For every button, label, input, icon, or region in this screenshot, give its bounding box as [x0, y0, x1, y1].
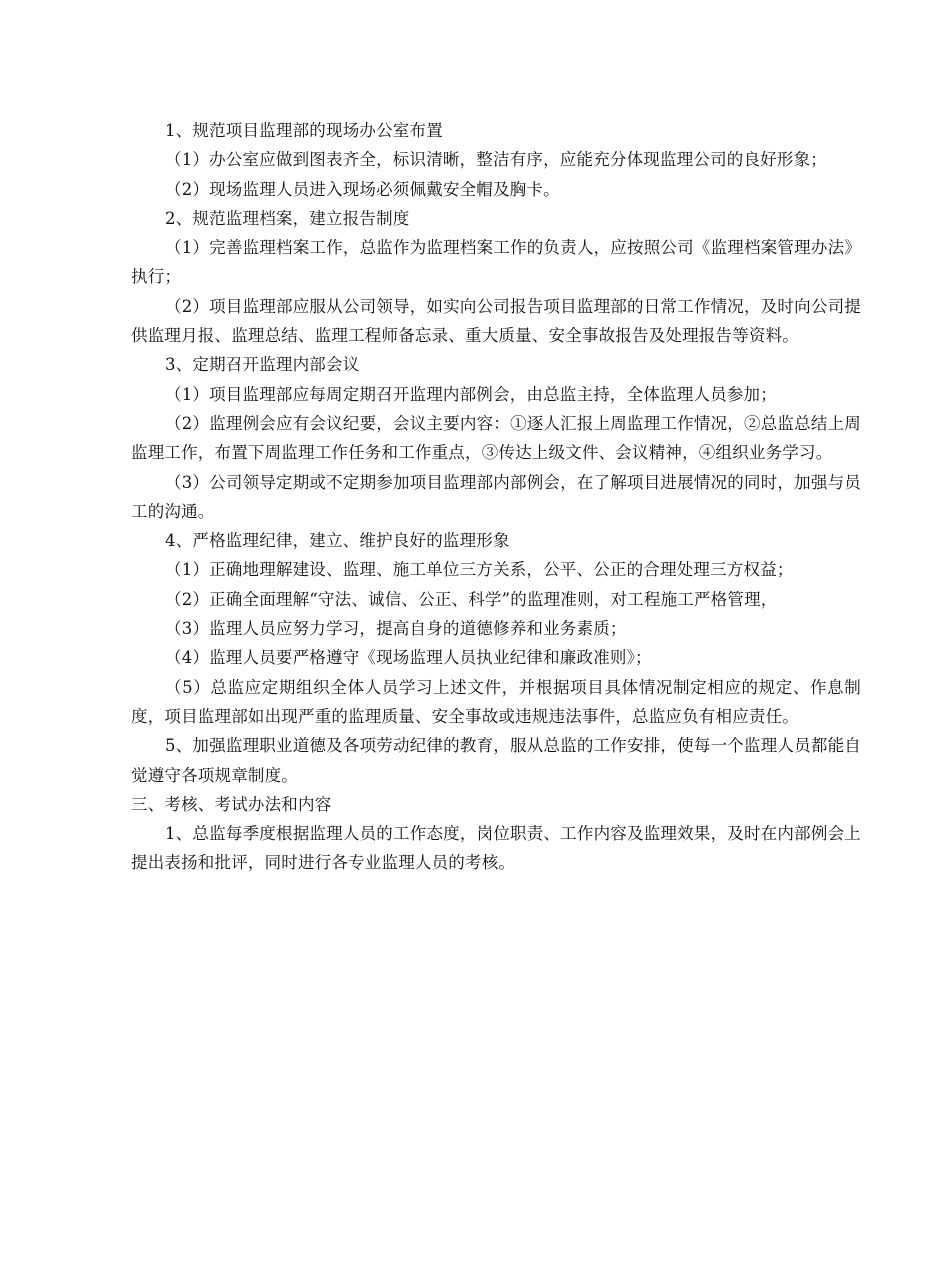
paragraph: （1）办公室应做到图表齐全，标识清晰，整洁有序，应能充分体现监理公司的良好形象；	[165, 150, 827, 170]
paragraph: 5、加强监理职业道德及各项劳动纪律的教育，服从总监的工作安排，使每一个监理人员都能自觉遵守各项规章制度。	[131, 736, 861, 785]
paragraph: （1）完善监理档案工作，总监作为监理档案工作的负责人，应按照公司《监理档案管理办法》执行；	[131, 238, 861, 287]
paragraph: 3、定期召开监理内部会议	[165, 355, 360, 375]
paragraph: （2）监理例会应有会议纪要，会议主要内容：①逐人汇报上周监理工作情况，②总监总结上周监理工作，布置下周监理工作任务和工作重点，③传达上级文件、会议精神，④组织业务学习。	[131, 413, 861, 463]
paragraph: （2）现场监理人员进入现场必须佩戴安全帽及胸卡。	[165, 179, 560, 199]
paragraph: （1）项目监理部应每周定期召开监理内部例会，由总监主持，全体监理人员参加；	[165, 384, 777, 404]
paragraph: 4、严格监理纪律，建立、维护良好的监理形象	[165, 531, 510, 551]
paragraph: （2）正确全面理解“守法、诚信、公正、科学”的监理准则，对工程施工严格管理，	[165, 589, 778, 609]
paragraph: 1、总监每季度根据监理人员的工作态度，岗位职责、工作内容及监理效果，及时在内部例会上提出表扬和批评，同时进行各专业监理人员的考核。	[131, 824, 861, 873]
paragraph: （5）总监应定期组织全体人员学习上述文件，并根据项目具体情况制定相应的规定、作息制度，项目监理部如出现严重的监理质量、安全事故或违规违法事件，总监应负有相应责任。	[131, 677, 861, 726]
paragraph: （3）监理人员应努力学习，提高自身的道德修养和业务素质；	[165, 619, 627, 639]
paragraph: （3）公司领导定期或不定期参加项目监理部内部例会，在了解项目进展情况的同时，加强与员工的沟通。	[131, 472, 861, 521]
paragraph: （1）正确地理解建设、监理、施工单位三方关系，公平、公正的合理处理三方权益；	[165, 560, 794, 580]
paragraph: 2、规范监理档案，建立报告制度	[165, 208, 410, 228]
paragraph: 1、规范项目监理部的现场办公室布置	[165, 121, 443, 140]
section-heading: 三、考核、考试办法和内容	[131, 794, 332, 814]
paragraph: （2）项目监理部应服从公司领导，如实向公司报告项目监理部的日常工作情况，及时向公司提供监理月报、监理总结、监理工程师备忘录、重大质量、安全事故报告及处理报告等资料。	[131, 296, 861, 346]
paragraph: （4）监理人员要严格遵守《现场监理人员执业纪律和廉政准则》；	[165, 648, 652, 668]
document-body	[131, 116, 861, 878]
